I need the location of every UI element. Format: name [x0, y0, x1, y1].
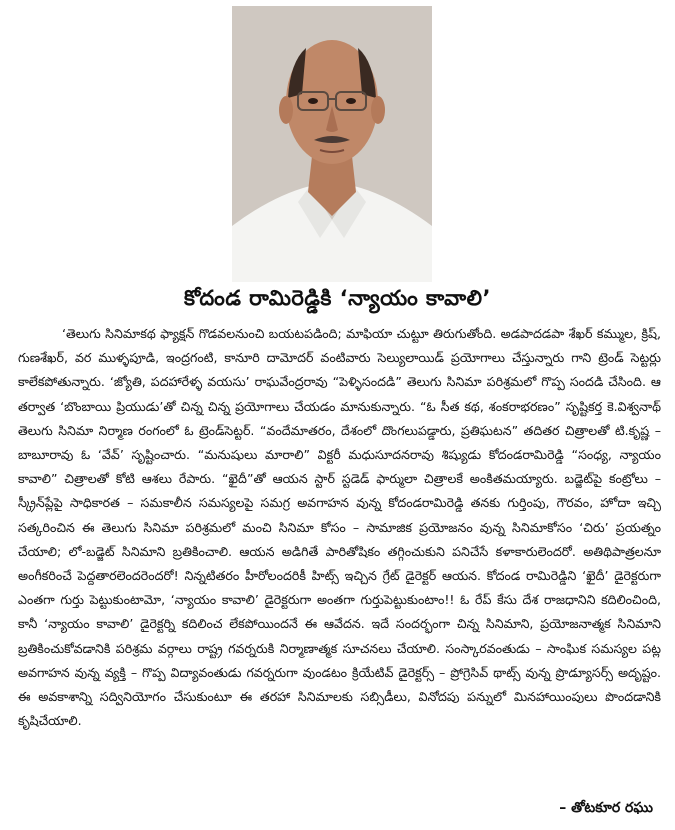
article-paragraph: ‘తెలుగు సినిమాకథ ఫ్యాక్షన్ గొడవలనుంచి బయటపడింది; మాఫియా చుట్టూ తిరుగుతోంది. అడపాదడపా శేఖర్ కమ్ముల, క్రిష్, గుణశేఖర్, వర ముళ్ళపూడి, ఇంద్రగంటి, కానూరి దామోదర్ వంటివారు సెల్యులాయిడ్ ప్రయోగాలు చేస్తున్నారు గాని ట్రెండ్ సెట్టర్లు కాలేకపోతున్నారు. ‘జ్యోతి, పదహారేళ్ళ వయసు’ రాఘవేంద్రరావు “పెళ్ళిసందడి” తెలుగు సినిమా పరిశ్రమలో గొప్ప సందడి చేసింది. ఆ తర్వాత ‘బొంబాయి ప్రియుడు’తో చిన్న చిన్న ప్రయోగాలు చేయడం మానుకున్నారు. “ఓ సీత కథ, శంకరాభరణం” సృష్టికర్త కె.విశ్వనాథ్ తెలుగు సినిమా నిర్మాణ రంగంలో ఓ ట్రెండ్‌సెట్టర్. “వందేమాతరం, దేశంలో దొంగలుపడ్డారు, ప్రతిఘటన” తదితర చిత్రాలతో టి.కృష్ణ – బాబూరావు ఓ ‘వేవ్’ సృష్టించారు. “మనుషులు మారాలి” విక్టరీ మధుసూదనరావు శిష్యుడు కోదండరామిరెడ్డి “సంధ్య, న్యాయం కావాలి” చిత్రాలతో కోటి ఆశలు రేపారు. “ఖైదీ”తో ఆయన స్టార్ స్టడెడ్ ఫార్ములా చిత్రాలకే అంకితమయ్యారు. బడ్జెట్‌పై కంట్రోలు – స్క్రీన్‌ప్లేపై సాధికారత – సమకాలీన సమస్యలపై సమగ్ర అవగాహన వున్న కోదండరామిరెడ్డి తనకు గుర్తింపు, గౌరవం, హోదా ఇచ్చి సత్కరించిన ఈ తెలుగు సినిమా పరిశ్రమలో మంచి సినిమా కోసం – సామాజిక ప్రయోజనం వున్న సినిమాకోసం ‘చిరు’ ప్రయత్నం చేయాలి; లో-బడ్జెట్ సినిమాని బ్రతికించాలి. ఆయన అడిగితే పారితోషికం తగ్గించుకుని పనిచేసే కళాకారులెందరో. అతిథిపాత్రలనూ అంగీకరించే పెద్దతారలెందరెందరో! నిన్నటితరం హీరోలందరికీ హిట్స్ ఇచ్చిన గ్రేట్ డైరెక్టర్ ఆయన. కోదండ రామిరెడ్డిని ‘ఖైదీ’ డైరెక్టరుగా ఎంతగా గుర్తు పెట్టుకుంటామో, ‘న్యాయం కావాలి’ డైరెక్టరుగా అంతగా గుర్తుపెట్టుకుంటాం!! ఓ రేప్ కేసు దేశ రాజధానిని కదిలించింది, కానీ ‘న్యాయం కావాలి’ డైరెక్టర్ని కదిలించ లేకపోయిందనే ఈ ఆవేదన. ఇదే సందర్భంగా చిన్న సినిమాని, ప్రయోజనాత్మక సినిమాని బ్రతికించుకోవడానికి పరిశ్రమ వర్గాలు రాష్ట్ర గవర్నరుకి నిర్మాణాత్మక సూచనలు చేయాలి. సంస్కారవంతుడు – సాంఘిక సమస్యల పట్ల అవగాహన వున్న వ్యక్తి – గొప్ప విద్యావంతుడు గవర్నరుగా వుండటం క్రియేటివ్ డైరెక్టర్స్ – ప్రోగ్రెసివ్ థాట్స్ వున్న ప్రొడ్యూసర్స్ అదృష్టం. ఈ అవకాశాన్ని సద్వినియోగం చేసుకుంటూ ఈ తరహా సినిమాలకు సబ్సిడీలు, వినోదపు పన్నులో మినహాయింపులు పొందడానికి కృషిచేయాలి.: [18, 326, 661, 729]
portrait-photo: [232, 6, 432, 282]
headline: కోదండ రామిరెడ్డికి ‘న్యాయం కావాలి’: [184, 286, 491, 310]
author-byline: – తోటకూర రఘు: [559, 800, 653, 816]
article-body: [18, 322, 661, 733]
